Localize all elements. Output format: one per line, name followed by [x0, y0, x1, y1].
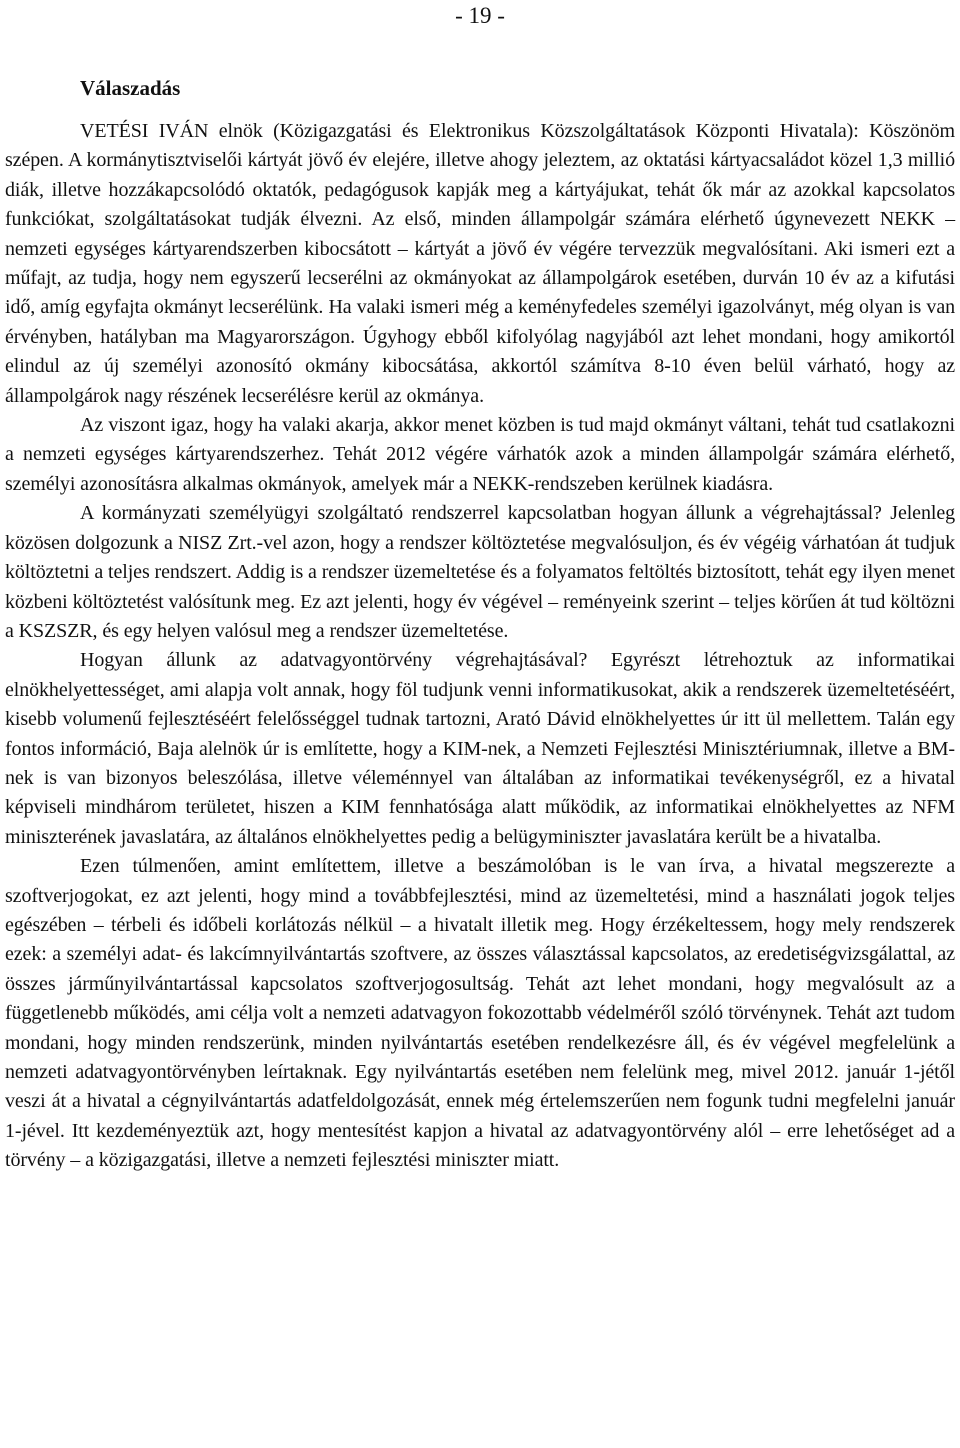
paragraph-3: A kormányzati személyügyi szolgáltató rendszerrel kapcsolatban hogyan állunk a végrehajtással? Jelenleg közösen dolgozunk a NISZ Zrt.-vel azon, hogy a rendszer költöztetése megvalósuljon, és év végéig várhatóan át tudjuk költöztetni a teljes rendszert. Addig is a rendszer üzemeltetése és a folyamatos feltöltés biztosított, tehát egy ilyen menet közbeni költöztetést valósítunk meg. Ez azt jelenti, hogy év végével – reményeink szerint – teljes körűen át tud költözni a KSZSZR, és egy helyen valósul meg a rendszer üzemeltetése.	[5, 502, 955, 642]
section-heading: Válaszadás	[80, 76, 181, 100]
paragraph-5: Ezen túlmenően, amint említettem, illetve a beszámolóban is le van írva, a hivatal megszerezte a szoftverjogokat, ez azt jelenti, hogy mind a továbbfejlesztési, mind az üzemeltetési, mind a használati jogok teljes egészében – térbeli és időbeli korlátozás nélkül – a hivatalt illetik meg. Hogy érzékeltessem, hogy mely rendszerek ezek: a személyi adat- és lakcímnyilvántartás szoftvere, az összes választással kapcsolatos, az eredetiségvizsgálattal, az összes járműnyilvántartással kapcsolatos szoftverjogosultság. Tehát azt lehet mondani, hogy megvalósult az a függetlenebb működés, ami célja volt a nemzeti adatvagyon fokozottabb védelméről szóló törvénynek. Tehát azt tudom mondani, hogy minden rendszerünk, minden nyilvántartás esetében rendelkezésre áll, és év végével megfelelünk a nemzeti adatvagyontörvényben leírtaknak. Egy nyilvántartás esetében nem felelünk meg, mivel 2012. január 1-jétől veszi át a hivatal a cégnyilvántartás adatfeldolgozását, ennek még értelemszerűen nem fogunk tudni megfelelni január 1-jével. Itt kezdeményeztük azt, hogy mentesítést kapjon a hivatal az adatvagyontörvény alól – erre lehetőséget ad a törvény – a közigazgatási, illetve a nemzeti fejlesztési miniszter miatt.	[5, 855, 955, 1172]
page-number: - 19 -	[455, 3, 505, 28]
speech-body	[5, 117, 955, 1176]
paragraph-1	[5, 117, 955, 411]
speaker-name: VETÉSI IVÁN elnök (Közigazgatási és Elektronikus Közszolgáltatások Központi Hivatala):	[80, 120, 859, 142]
paragraph-text: Köszönöm szépen. A kormánytisztviselői kártyát jövő év elejére, illetve ahogy jeleztem, az oktatási kártyacsaládot közel 1,3 millió diák, illetve hozzákapcsolódó oktatók, pedagógusok kapják meg a kártyájukat, tehát ők már az azokkal kapcsolatos funkciókat, szolgáltatásokat tudják élvezni. Az első, minden állampolgár számára elérhető úgynevezett NEKK – nemzeti egységes kártyarendszerben kibocsátott – kártyát a jövő év végére tervezzük megvalósítani. Aki ismeri ezt a műfajt, az tudja, hogy nem egyszerű lecserélni az okmányokat az állampolgárok esetében, durván 10 év az a kifutási idő, amíg egyfajta okmányt lecserélünk. Ha valaki ismeri még a keményfedeles személyi igazolványt, még olyan is van érvényben, hatályban ma Magyarországon. Úgyhogy ebből kifolyólag nagyjából azt lehet mondani, hogy amikortól elindul az új személyi azonosító okmány kibocsátása, akkortól számítva 8-10 éven belül várható, hogy az állampolgárok nagy részének lecserélésre kerül az okmánya.	[5, 120, 955, 407]
paragraph-4: Hogyan állunk az adatvagyontörvény végrehajtásával? Egyrészt létrehoztuk az informatikai elnökhelyettességet, ami alapja volt annak, hogy föl tudjunk venni informatikusokat, akik a rendszerek üzemeltetéséért, kisebb volumenű fejlesztéséért felelősséggel tudnak tartozni, Arató Dávid elnökhelyettes úr itt ül mellettem. Talán egy fontos információ, Baja alelnök úr is említette, hogy a KIM-nek, a Nemzeti Fejlesztési Minisztériumnak, illetve a BM-nek is van bizonyos beleszólása, illetve véleménnyel van általában az informatikai tevékenységről, ez a hivatal képviseli mindhárom területet, hiszen a KIM fennhatósága alatt működik, az informatikai elnökhelyettes az NFM miniszterének javaslatára, az általános elnökhelyettes pedig a belügyminiszter javaslatára került be a hivatalba.	[5, 649, 955, 848]
paragraph-2: Az viszont igaz, hogy ha valaki akarja, akkor menet közben is tud majd okmányt váltani, tehát tud csatlakozni a nemzeti egységes kártyarendszerhez. Tehát 2012 végére várhatók azok a minden állampolgár számára elérhető, személyi azonosításra alkalmas okmányok, amelyek már a NEKK-rendszeben kerülnek kiadásra.	[5, 414, 955, 495]
